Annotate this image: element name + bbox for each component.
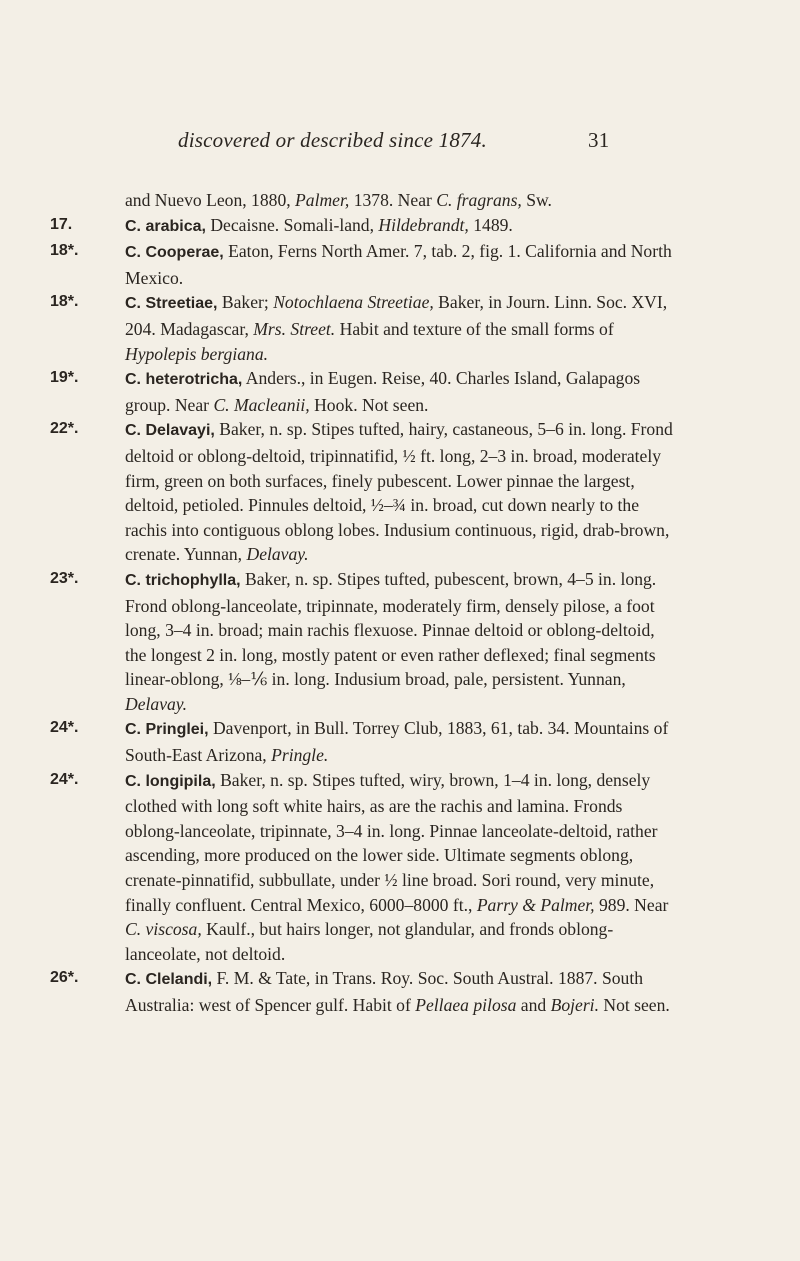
- italic-text: Pellaea pilosa: [415, 995, 517, 1015]
- running-header: [178, 128, 610, 153]
- italic-text: Mrs. Street.: [253, 318, 336, 339]
- entry-text: Baker, n. sp. Stipes tufted, hairy, castaneous, 5–6 in. long. Frond deltoid or oblong-deltoid, tripinnatifid, ½ ft. long, 2–3 in. broad, moderately firm, green on both surfaces, finely pubescent. Lower pinnae the largest, deltoid, petioled. Pinnules deltoid, ½–¾ in. broad, cut down nearly to the rachis into contiguous oblong lobes. Indusium continuous, rigid, drab-brown, crenate. Yunnan,: [125, 419, 673, 565]
- species-name: C. heterotricha,: [125, 371, 243, 389]
- species-name: C. Delavayi,: [125, 422, 215, 440]
- entry-text: Davenport, in Bull. Torrey Club, 1883, 61, tab. 34. Mountains of South-East Arizona,: [125, 718, 669, 766]
- species-name: C. trichophylla,: [125, 571, 241, 589]
- italic-text: Bojeri.: [550, 995, 599, 1015]
- collector-name: Palmer,: [295, 190, 350, 210]
- species-entry: [50, 567, 680, 717]
- entry-text: Decaisne. Somali-land,: [205, 214, 379, 235]
- entry-text: 989. Near: [594, 894, 669, 915]
- entry-number: 17.: [50, 215, 73, 233]
- species-entry: [50, 213, 680, 240]
- species-name: C. Clelandi,: [125, 971, 213, 989]
- italic-text: Notochlaena Streetiae,: [273, 292, 434, 313]
- related-species: C. fragrans,: [436, 190, 522, 210]
- entry-text: Baker, n. sp. Stipes tufted, pubescent, brown, 4–5 in. long. Frond oblong-lanceolate, tripinnate, moderately firm, densely pilose, a foot long, 3–4 in. broad; main rachis flexuose. Pinnae deltoid or oblong-deltoid, the longest 2 in. long, mostly patent or even rather deflexed; final segments linear-oblong, ⅛–⅙ in. long. Indusium broad, pale, persistent. Yunnan,: [125, 568, 657, 690]
- text: Sw.: [521, 190, 552, 210]
- species-entry: [50, 239, 680, 290]
- species-name: C. arabica,: [125, 217, 206, 235]
- species-entry: [50, 768, 680, 967]
- species-entry: [50, 966, 680, 1017]
- italic-text: Hypolepis bergiana.: [125, 343, 269, 364]
- entry-number: 24*.: [50, 770, 79, 788]
- entry-text: Baker;: [217, 292, 274, 313]
- italic-text: C. viscosa,: [125, 919, 202, 940]
- italic-text: C. Macleanii,: [213, 394, 310, 415]
- entry-text: 1489.: [468, 214, 513, 235]
- entry-number: 18*.: [50, 242, 79, 260]
- entry-text: F. M. & Tate, in Trans. Roy. Soc. South Austral. 1887. South Australia: west of Spencer gulf. Habit of: [125, 968, 644, 1015]
- species-name: C. Streetiae,: [125, 295, 218, 313]
- italic-text: Delavay.: [246, 544, 309, 565]
- running-title: discovered or described since 1874.: [178, 128, 487, 152]
- entry-number: 23*.: [50, 569, 79, 587]
- entry-text: Habit and texture of the small forms of: [335, 318, 614, 339]
- species-name: C. Cooperae,: [125, 244, 224, 262]
- italic-text: Pringle.: [271, 745, 329, 766]
- species-entry: [50, 290, 680, 366]
- continuation-paragraph: [50, 188, 680, 213]
- italic-text: Hildebrandt,: [378, 214, 469, 235]
- entry-text: Eaton, Ferns North Amer. 7, tab. 2, fig. 1. California and North Mexico.: [125, 241, 672, 288]
- entry-text: Not seen.: [598, 995, 670, 1015]
- text: 1378. Near: [349, 190, 437, 210]
- italic-text: Parry & Palmer,: [476, 894, 595, 915]
- species-name: C. longipila,: [125, 772, 216, 790]
- page-number: 31: [588, 128, 610, 152]
- entry-number: 19*.: [50, 369, 79, 387]
- text-body: [50, 188, 680, 1018]
- species-entry: [50, 716, 680, 767]
- entry-text: Kaulf., but hairs longer, not glandular, and fronds oblong-lanceolate, not deltoid.: [125, 919, 614, 964]
- species-name: C. Pringlei,: [125, 721, 209, 739]
- species-entry: [50, 417, 680, 567]
- text: and Nuevo Leon, 1880,: [125, 190, 296, 210]
- entry-text: Baker, n. sp. Stipes tufted, wiry, brown, 1–4 in. long, densely clothed with long soft white hairs, as are the rachis and lamina. Fronds oblong-lanceolate, tripinnate, 3–4 in. long. Pinnae lanceolate-deltoid, rather ascending, more produced on the lower side. Ultimate segments oblong, crenate-pinnatifid, subbullate, under ½ line broad. Sori round, very minute, finally confluent. Central Mexico, 6000–8000 ft.,: [125, 769, 658, 915]
- entry-number: 24*.: [50, 719, 79, 737]
- species-entry: [50, 366, 680, 417]
- entry-text: Anders., in Eugen. Reise, 40. Charles Island, Galapagos group. Near: [125, 368, 641, 415]
- entry-number: 18*.: [50, 293, 79, 311]
- entry-number: 22*.: [50, 420, 79, 438]
- entry-text: and: [516, 995, 551, 1015]
- italic-text: Delavay.: [125, 693, 188, 714]
- entry-text: Hook. Not seen.: [309, 394, 429, 415]
- entry-text: Baker, in Journ. Linn. Soc. XVI, 204. Madagascar,: [125, 292, 668, 339]
- entry-number: 26*.: [50, 969, 79, 987]
